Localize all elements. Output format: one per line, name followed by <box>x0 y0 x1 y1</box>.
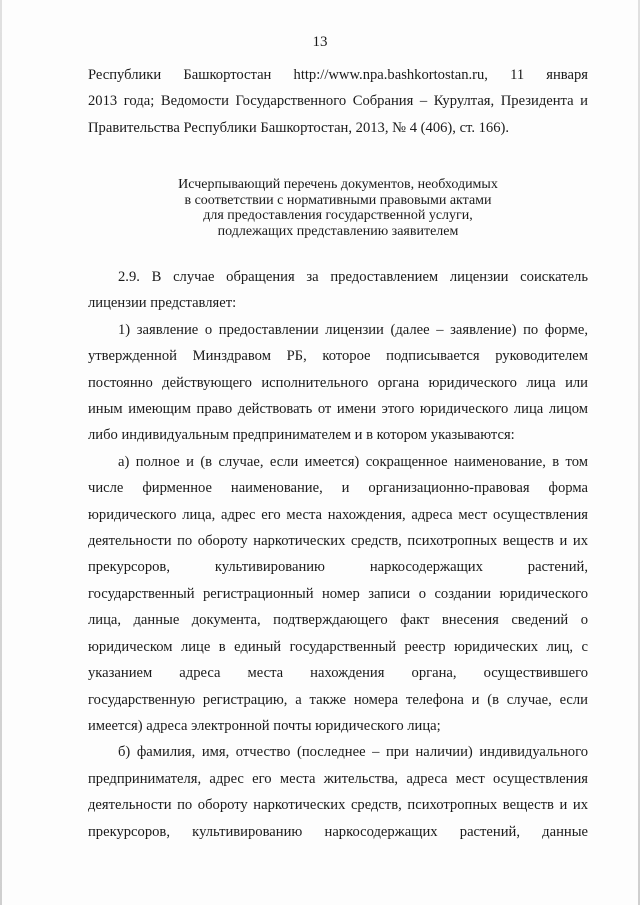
paragraph-line: либо индивидуальным предпринимателем и в котором указываются: <box>88 427 515 444</box>
paragraph-line: а) полное и (в случае, если имеется) сокращенное наименование, в том <box>118 453 588 470</box>
heading-line: в соответствии с нормативными правовыми актами <box>184 192 492 208</box>
heading-line: для предоставления государственной услуги, <box>203 208 473 224</box>
paragraph-line: предпринимателя, адрес его места жительства, адреса мест осуществления <box>88 770 588 787</box>
paragraph-line: лицензии представляет: <box>88 295 237 312</box>
paragraph-2-9 <box>88 264 588 317</box>
heading-line: Исчерпывающий перечень документов, необходимых <box>178 177 498 192</box>
paragraph-line: утвержденной Минздравом РБ, которое подписывается руководителем <box>88 348 588 365</box>
intro-line: Правительства Республики Башкортостан, 2013, № 4 (406), ст. 166). <box>88 119 510 136</box>
paragraph-line: указанием адреса места нахождения органа, осуществившего <box>88 665 588 682</box>
paragraph-line: государственный регистрационный номер записи о создании юридического <box>88 585 588 602</box>
paragraph-item-b <box>88 739 588 845</box>
intro-text <box>88 62 588 141</box>
paragraph-line: прекурсоров, культивированию наркосодержащих растений, <box>88 559 588 576</box>
page-number: 13 <box>312 34 328 50</box>
intro-line: 2013 года; Ведомости Государственного Собрания – Курултая, Президента и <box>88 93 588 110</box>
paragraph-line: юридическом лице в единый государственный реестр юридических лиц, с <box>88 638 588 655</box>
heading-line: подлежащих представлению заявителем <box>217 223 459 239</box>
paragraph-line: государственную регистрацию, а также номера телефона и (в случае, если <box>88 691 588 708</box>
section-heading <box>88 177 588 239</box>
paragraph-line: деятельности по обороту наркотических средств, психотропных веществ и их <box>88 797 588 814</box>
paragraph-line: юридического лица, адрес его места нахождения, адреса мест осуществления <box>88 506 588 523</box>
intro-line: Республики Башкортостан http://www.npa.bashkortostan.ru, 11 января <box>88 67 588 83</box>
paragraph-line: 1) заявление о предоставлении лицензии (далее – заявление) по форме, <box>118 321 588 338</box>
paragraph-line: постоянно действующего исполнительного органа юридического лица или <box>88 374 588 391</box>
paragraph-line: 2.9. В случае обращения за предоставлением лицензии соискатель <box>118 269 588 285</box>
paragraph-line: лица, данные документа, подтверждающего факт внесения сведений о <box>88 612 588 629</box>
scan-edge-left <box>0 0 2 905</box>
paragraph-item-1 <box>88 317 588 449</box>
paragraph-line: б) фамилия, имя, отчество (последнее – при наличии) индивидуального <box>118 744 588 761</box>
paragraph-line: иным имеющим право действовать от имени этого юридического лица лицом <box>88 401 588 418</box>
body-text <box>88 264 588 845</box>
paragraph-line: имеется) адреса электронной почты юридического лица; <box>88 717 441 734</box>
paragraph-line: прекурсоров, культивированию наркосодержащих растений, данные <box>88 823 588 840</box>
paragraph-line: числе фирменное наименование, и организационно-правовая форма <box>88 480 588 497</box>
paragraph-line: деятельности по обороту наркотических средств, психотропных веществ и их <box>88 533 588 550</box>
paragraph-item-a <box>88 449 588 739</box>
